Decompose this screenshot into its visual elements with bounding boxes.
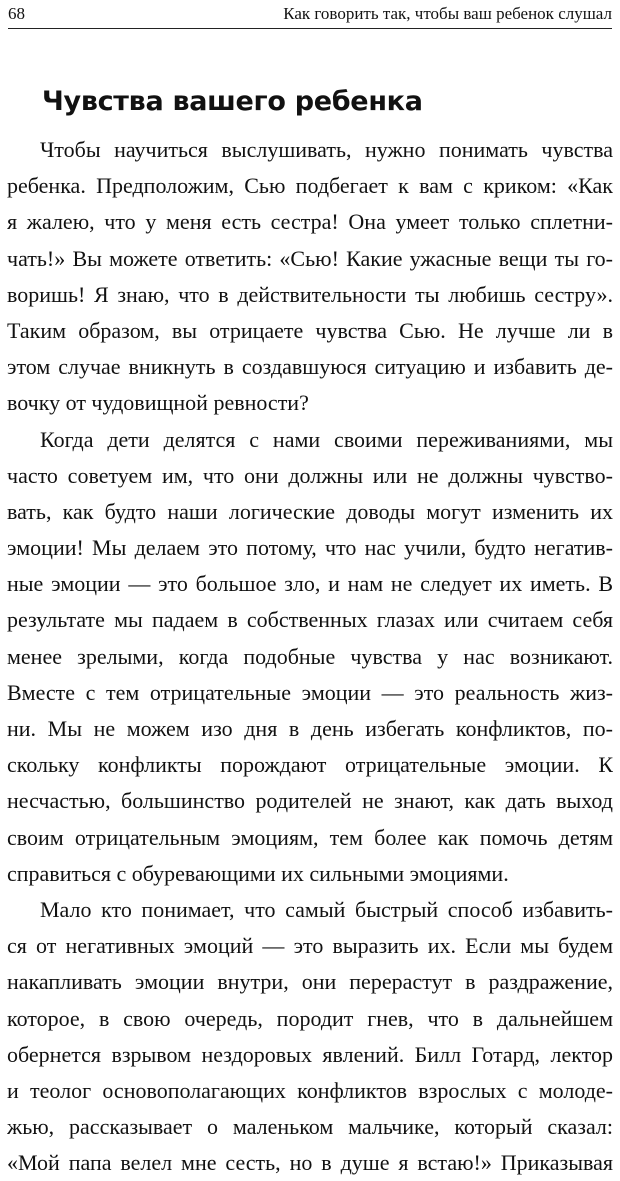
text-line: жью, рассказывает о маленьком мальчике, который сказал: (7, 1114, 613, 1140)
text-line: «Мой папа велел мне сесть, но в душе я встаю!» Приказывая (7, 1150, 613, 1176)
text-line: Чтобы научиться выслушивать, нужно понимать чувства (40, 137, 613, 162)
text-line: вочку от чудовищной ревности? (7, 390, 309, 416)
text-line: я жалею, что у меня есть сестра! Она умеет только сплетни- (7, 209, 613, 235)
text-line: ребенка. Предположим, Сью подбегает к вам с криком: «Как (7, 173, 613, 199)
text-line: справиться с обуревающими их сильными эмоциями. (7, 860, 509, 886)
text-line: этом случае вникнуть в создавшуюся ситуацию и избавить де- (7, 354, 613, 380)
text-line: вать, как будто наши логические доводы могут изменить их (7, 498, 613, 524)
text-line: скольку конфликты порождают отрицательные эмоции. К (7, 752, 613, 778)
text-line: обернется взрывом нездоровых явлений. Билл Готард, лектор (7, 1041, 613, 1067)
running-title: Как говорить так, чтобы ваш ребенок слушал (283, 4, 612, 23)
text-line: Когда дети делятся с нами своими переживаниями, мы (40, 426, 613, 452)
text-line: своим отрицательным эмоциям, тем более как помочь детям (7, 824, 613, 850)
section-heading: Чувства вашего ребенка (42, 86, 423, 117)
page-number: 68 (8, 4, 25, 23)
text-line: ся от негативных эмоций — это выразить их. Если мы будем (7, 933, 613, 959)
text-line: которое, в свою очередь, породит гнев, что в дальнейшем (7, 1005, 613, 1031)
text-line: эмоции! Мы делаем это потому, что нас учили, будто негатив- (7, 535, 613, 561)
text-line: Таким образом, вы отрицаете чувства Сью. Не лучше ли в (7, 317, 613, 343)
text-line: ни. Мы не можем изо дня в день избегать конфликтов, по- (7, 716, 613, 741)
text-line: Мало кто понимает, что самый быстрый способ избавить- (40, 896, 613, 922)
body-text (7, 132, 613, 1181)
text-line: ные эмоции — это большое зло, и нам не следует их иметь. В (7, 571, 613, 597)
text-line: результате мы падаем в собственных глазах или считаем себя (7, 607, 613, 633)
header-rule (8, 28, 612, 29)
text-line: менее зрелыми, когда подобные чувства у нас возникают. (7, 643, 613, 669)
text-line: Вместе с тем отрицательные эмоции — это реальность жиз- (7, 679, 613, 705)
page-header (0, 0, 620, 34)
text-line: накапливать эмоции внутри, они перерастут в раздражение, (7, 969, 613, 995)
text-line: чать!» Вы можете ответить: «Сью! Какие ужасные вещи ты го- (7, 245, 613, 271)
text-line: и теолог основополагающих конфликтов взрослых с молоде- (7, 1077, 613, 1103)
text-line: несчастью, большинство родителей не знают, как дать выход (7, 788, 613, 814)
text-line: воришь! Я знаю, что в действительности ты любишь сестру». (7, 281, 613, 307)
text-line: часто советуем им, что они должны или не должны чувство- (7, 462, 613, 488)
